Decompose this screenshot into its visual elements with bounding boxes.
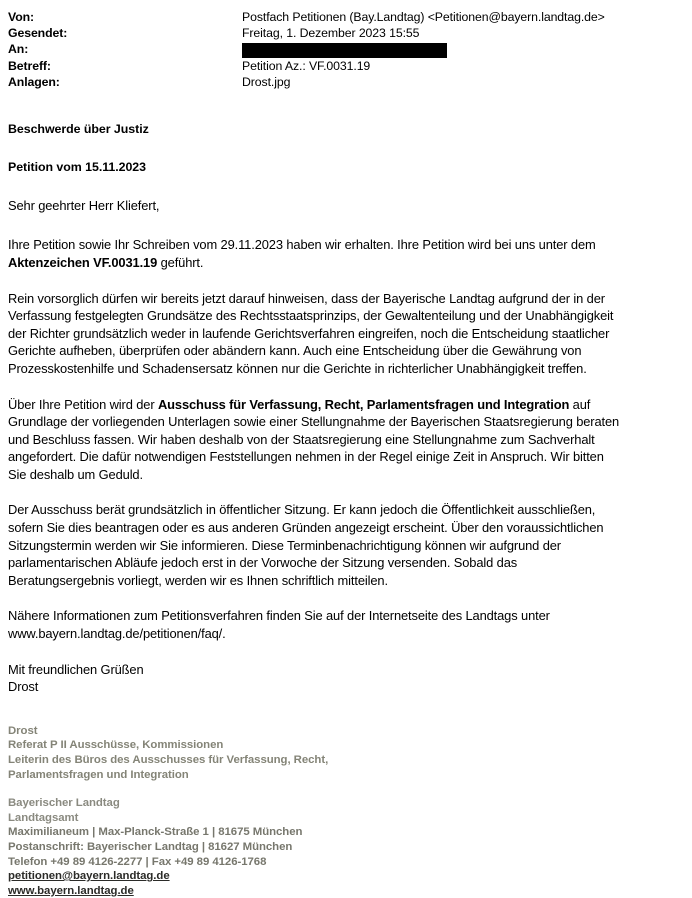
body-paragraph-4: Der Ausschuss berät grundsätzlich in öffentlicher Sitzung. Er kann jedoch die Öffentlichkeit ausschließen, sofern Sie dies beantragen oder es aus anderen Gründen angezeigt erscheint. Über den voraussichtlichen Sitzungstermin werden wir Sie informieren. Diese Terminbenachrichtigung können wir aufgrund der parlamentarischen Abläufe jedoch erst in der Vorwoche der Sitzung versenden. Sobald das Beratungsergebnis vorliegt, werden wir es Ihnen schriftlich mitteilen. [8,502,604,588]
spacer [8,643,684,661]
body-petition-heading: Petition vom 15.11.2023 [8,159,146,174]
paragraph-1-reference-number: Aktenzeichen VF.0031.19 [8,254,158,270]
spacer [8,782,692,796]
signature-postal-address: Postanschrift: Bayerischer Landtag | 81627 München [8,840,293,853]
body-salutation: Sehr geehrter Herr Kliefert, [8,197,160,213]
body-paragraph-1 [8,236,621,271]
spacer [8,589,684,607]
spacer [8,483,684,501]
paragraph-3-committee-name: Ausschuss für Verfassung, Recht, Parlamentsfragen und Integration [157,396,570,412]
spacer [8,137,684,159]
body-paragraph-3 [8,396,621,484]
signature-office: Landtagsamt [8,811,79,824]
header-row-von [0,9,692,25]
paragraph-1-text-before: Ihre Petition sowie Ihr Schreiben vom 29.11.2023 haben wir erhalten. Ihre Petition wird bei uns unter dem [8,237,596,253]
email-body [0,90,684,696]
spacer [8,378,684,396]
email-signature-block [0,696,692,898]
signature-department: Referat P II Ausschüsse, Kommissionen [8,739,224,752]
email-header-fields [0,0,692,90]
header-label-anlagen: Anlagen: [8,74,60,89]
signature-website-link[interactable]: www.bayern.landtag.de [8,884,134,897]
header-label-von: Von: [8,10,35,24]
signature-email-link[interactable]: petitionen@bayern.landtag.de [8,870,170,883]
paragraph-3-text-after: auf Grundlage der vorliegenden Unterlagen sowie einer Stellungnahme der Bayerischen Staatsregierung beraten und Beschluss fassen. Wir haben deshalb von der Staatsregierung eine Stellungnahme zum Sachverhalt angefordert. Die dafür notwendigen Feststellungen nehmen in der Regel einige Zeit in Anspruch. Wir bitten Sie deshalb um Geduld. [8,396,620,482]
body-closing-greeting: Mit freundlichen Grüßen [8,661,144,677]
signature-name: Drost [8,724,38,737]
header-row-an [0,41,692,58]
signature-phone-fax: Telefon +49 89 4126-2277 | Fax +49 89 4126-1768 [8,855,267,868]
signature-organization: Bayerischer Landtag [8,797,120,810]
header-label-gesendet: Gesendet: [8,26,68,40]
paragraph-1-text-after: geführt. [157,254,204,270]
header-row-gesendet [0,25,692,41]
signature-address: Maximilianeum | Max-Planck-Straße 1 | 81675 München [8,826,303,839]
header-value-betreff: Petition Az.: VF.0031.19 [242,58,371,73]
spacer [8,90,684,121]
attachment-link-drost-jpg[interactable]: Drost.jpg [242,74,291,89]
body-paragraph-5: Nähere Informationen zum Petitionsverfahren finden Sie auf der Internetseite des Landtags unter www.bayern.landtag.de/petitionen/faq/. [8,608,550,642]
header-value-an [242,41,692,58]
header-value-gesendet: Freitag, 1. Dezember 2023 15:55 [242,26,420,40]
header-value-von[interactable]: Postfach Petitionen (Bay.Landtag) <Petitionen@bayern.landtag.de> [242,10,605,24]
spacer [8,214,684,236]
body-closing-name: Drost [8,679,39,695]
spacer [8,175,684,197]
header-row-anlagen [0,74,692,90]
spacer [8,696,692,724]
header-row-betreff [0,58,692,74]
body-paragraph-2: Rein vorsorglich dürfen wir bereits jetzt darauf hinweisen, dass der Bayerische Landtag aufgrund der in der Verfassung festgelegten Grundsätze des Rechtsstaatsprinzips, der Gewaltenteilung und der Unabhängigkeit der Richter grundsätzlich weder in laufende Gerichtsverfahren eingreifen, noch die Entscheidung staatlicher Gerichte aufheben, überprüfen oder abändern kann. Auch eine Entscheidung über die Gewährung von Prozesskostenhilfe und Schadensersatz können nur die Gerichte in richterlicher Unabhängigkeit treffen. [8,290,614,376]
body-subject-heading: Beschwerde über Justiz [8,121,149,136]
spacer [8,272,684,290]
redaction-bar-recipient [242,43,447,58]
paragraph-3-text-before: Über Ihre Petition wird der [8,396,158,412]
signature-role-line-2: Parlamentsfragen und Integration [8,768,189,781]
signature-role-line-1: Leiterin des Büros des Ausschusses für Verfassung, Recht, [8,754,329,766]
header-label-betreff: Betreff: [8,58,51,73]
header-label-an: An: [8,42,29,56]
